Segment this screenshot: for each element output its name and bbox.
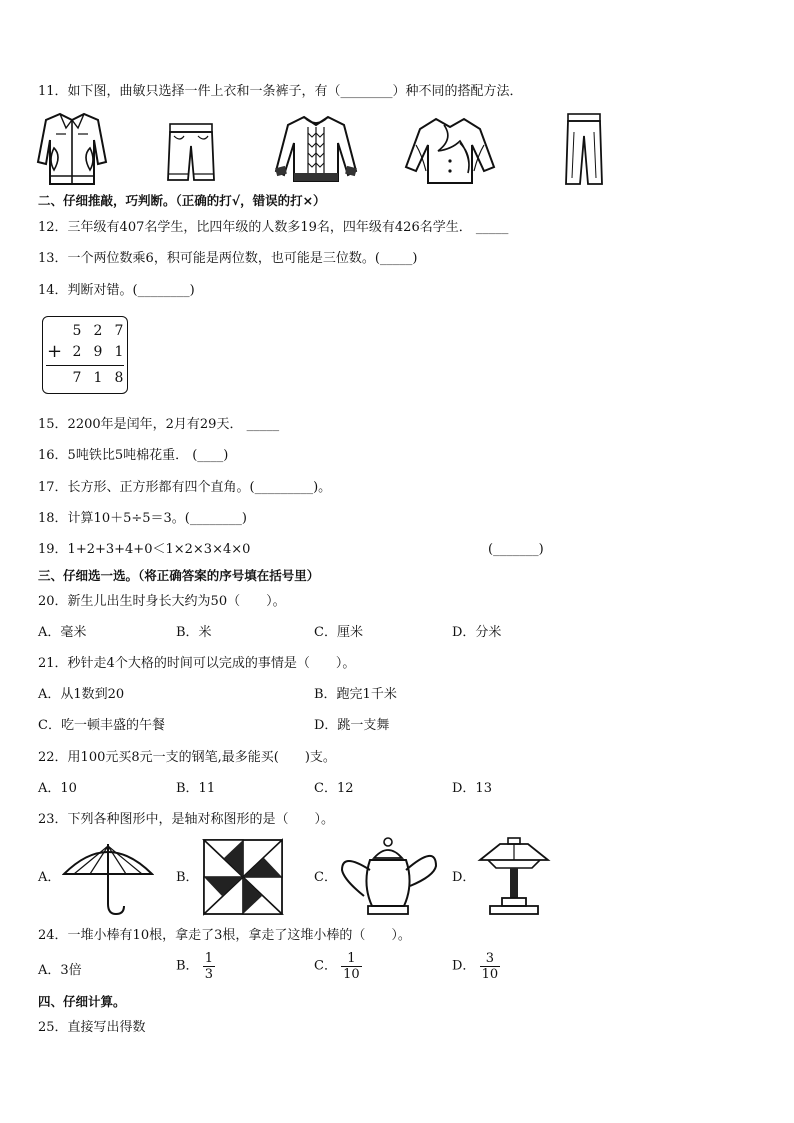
umbrella-figure <box>62 840 154 916</box>
digit: 2 <box>72 344 82 360</box>
plus-sign: + <box>47 341 63 362</box>
question-13: 13．一个两位数乘6，积可能是两位数，也可能是三位数。(_____) <box>38 251 418 266</box>
option-c: C．12 <box>314 781 354 796</box>
question-24: 24．一堆小棒有10根，拿走了3根，拿走了这堆小棒的（ ）。 <box>38 928 411 943</box>
option-a: A．从1数到20 <box>38 687 125 702</box>
option-label: D． <box>452 958 476 974</box>
lamp-figure <box>474 836 554 916</box>
option-a: A．毫米 <box>38 625 87 640</box>
sum-rule <box>46 365 124 366</box>
teapot-figure <box>338 836 440 918</box>
denominator: 10 <box>343 967 360 982</box>
question-16: 16．5吨铁比5吨棉花重． (____) <box>38 448 229 463</box>
option-d <box>452 951 500 982</box>
question-19: 19．1+2+3+4+0＜1×2×3×4×0 <box>38 542 251 557</box>
option-b: B．跑完1千米 <box>314 687 397 702</box>
denominator: 3 <box>204 967 213 982</box>
section-3-title: 三、仔细选一选。（将正确答案的序号填在括号里） <box>38 568 320 583</box>
question-20: 20．新生儿出生时身长大约为50（ ）。 <box>38 594 286 609</box>
section-2-title: 二、仔细推敲，巧判断。（正确的打√，错误的打×） <box>38 193 326 208</box>
numerator: 1 <box>341 951 362 967</box>
addition-box <box>42 316 128 394</box>
jacket-figure <box>36 110 108 188</box>
question-11: 11．如下图，曲敏只选择一件上衣和一条裤子，有（________）种不同的搭配方法． <box>38 84 523 99</box>
question-19-blank: (_______) <box>488 542 544 557</box>
option-d: D．分米 <box>452 625 502 640</box>
option-c: C． <box>314 870 337 885</box>
fraction <box>480 951 501 982</box>
option-a: A．3倍 <box>38 963 82 978</box>
digit: 1 <box>114 344 124 360</box>
digit: 2 <box>93 323 103 339</box>
digit: 8 <box>114 370 124 386</box>
fraction <box>203 951 215 982</box>
digit: 7 <box>72 370 82 386</box>
blouse-figure <box>404 115 496 187</box>
question-21: 21．秒针走4个大格的时间可以完成的事情是（ ）。 <box>38 656 356 671</box>
question-23: 23．下列各种图形中，是轴对称图形的是（ ）。 <box>38 812 335 827</box>
option-label: C． <box>314 958 337 974</box>
digit: 7 <box>114 323 124 339</box>
option-a: A．10 <box>38 781 77 796</box>
question-15: 15．2200年是闰年，2月有29天． _____ <box>38 417 280 432</box>
question-25: 25．直接写出得数 <box>38 1020 146 1035</box>
option-b: B．11 <box>176 781 216 796</box>
digit: 1 <box>93 370 103 386</box>
section-4-title: 四、仔细计算。 <box>38 994 126 1009</box>
pinwheel-figure <box>202 838 284 918</box>
option-c: C．吃一顿丰盛的午餐 <box>38 718 165 733</box>
sweater-figure <box>274 113 358 185</box>
shorts-figure <box>166 122 216 184</box>
question-12: 12．三年级有407名学生，比四年级的人数多19名，四年级有426名学生． _____ <box>38 220 509 235</box>
option-d: D． <box>452 870 476 885</box>
option-d: D．跳一支舞 <box>314 718 390 733</box>
option-c: C．厘米 <box>314 625 363 640</box>
option-b: B． <box>176 870 199 885</box>
digit: 9 <box>93 344 103 360</box>
option-label: B． <box>176 958 199 974</box>
numerator: 1 <box>204 951 213 966</box>
option-c <box>314 951 362 982</box>
fraction <box>341 951 362 982</box>
question-14: 14．判断对错。(________) <box>38 283 195 298</box>
option-b <box>176 951 215 982</box>
denominator: 10 <box>481 967 499 982</box>
trousers-figure <box>564 112 604 188</box>
question-22: 22．用100元买8元一支的钢笔,最多能买( )支。 <box>38 750 336 765</box>
numerator: 3 <box>480 951 501 967</box>
option-a: A． <box>38 870 61 885</box>
option-d: D．13 <box>452 781 492 796</box>
digit: 5 <box>72 323 82 339</box>
option-b: B．米 <box>176 625 212 640</box>
question-18: 18．计算10＋5÷5＝3。(________) <box>38 511 247 526</box>
question-17: 17．长方形、正方形都有四个直角。(_________)。 <box>38 480 332 495</box>
